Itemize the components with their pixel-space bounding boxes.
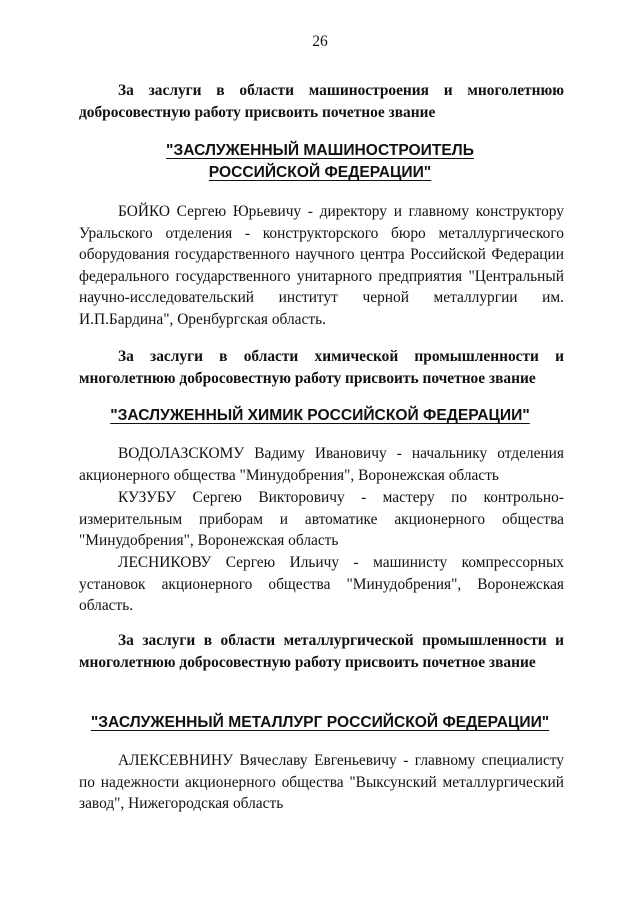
recipient-entry-vodolazsky: ВОДОЛАЗСКОМУ Вадиму Ивановичу - начальнику отделения акционерного общества "Минудобрения", Воронежская область xyxy=(79,445,564,484)
recipient-entry-boyko: БОЙКО Сергею Юрьевичу - директору и главному конструктору Уральского отделения - конструкторского бюро металлургического оборудования государственного научного центра Российской Федерации федерального государственного унитарного предприятия "Центральный научно-исследовательский институт черной металлургии им. И.П.Бардина", Оренбургская область. xyxy=(79,203,564,328)
award-intro-metallurgy: За заслуги в области металлургической промышленности и многолетнюю добросовестную работу присвоить почетное звание xyxy=(79,632,564,671)
award-title-metallurgy xyxy=(0,712,640,734)
recipient-entry-lesnikov: ЛЕСНИКОВУ Сергею Ильичу - машинисту компрессорных установок акционерного общества "Минудобрения", Воронежская область. xyxy=(79,554,564,615)
award-title-line: "ЗАСЛУЖЕННЫЙ МАШИНОСТРОИТЕЛЬ xyxy=(166,142,474,159)
recipient-entry-aleksevnin: АЛЕКСЕВНИНУ Вячеславу Евгеньевичу - главному специалисту по надежности акционерного общества "Выксунский металлургический завод", Нижегородская область xyxy=(79,752,564,813)
award-title-line: РОССИЙСКОЙ ФЕДЕРАЦИИ" xyxy=(208,164,432,181)
award-title-line: "ЗАСЛУЖЕННЫЙ МЕТАЛЛУРГ РОССИЙСКОЙ ФЕДЕРАЦИИ" xyxy=(90,714,550,731)
recipient-entry-kuzub: КУЗУБУ Сергею Викторовичу - мастеру по контрольно-измерительным приборам и автоматике акционерного общества "Минудобрения", Воронежская область xyxy=(79,489,564,550)
award-intro-engineering: За заслуги в области машиностроения и многолетнюю добросовестную работу присвоить почетное звание xyxy=(79,82,564,121)
award-intro-chemistry: За заслуги в области химической промышленности и многолетнюю добросовестную работу присвоить почетное звание xyxy=(79,348,564,387)
award-title-engineering xyxy=(0,140,640,184)
award-title-line: "ЗАСЛУЖЕННЫЙ ХИМИК РОССИЙСКОЙ ФЕДЕРАЦИИ" xyxy=(110,407,530,424)
page-number: 26 xyxy=(312,33,328,50)
award-title-chemistry xyxy=(0,405,640,427)
